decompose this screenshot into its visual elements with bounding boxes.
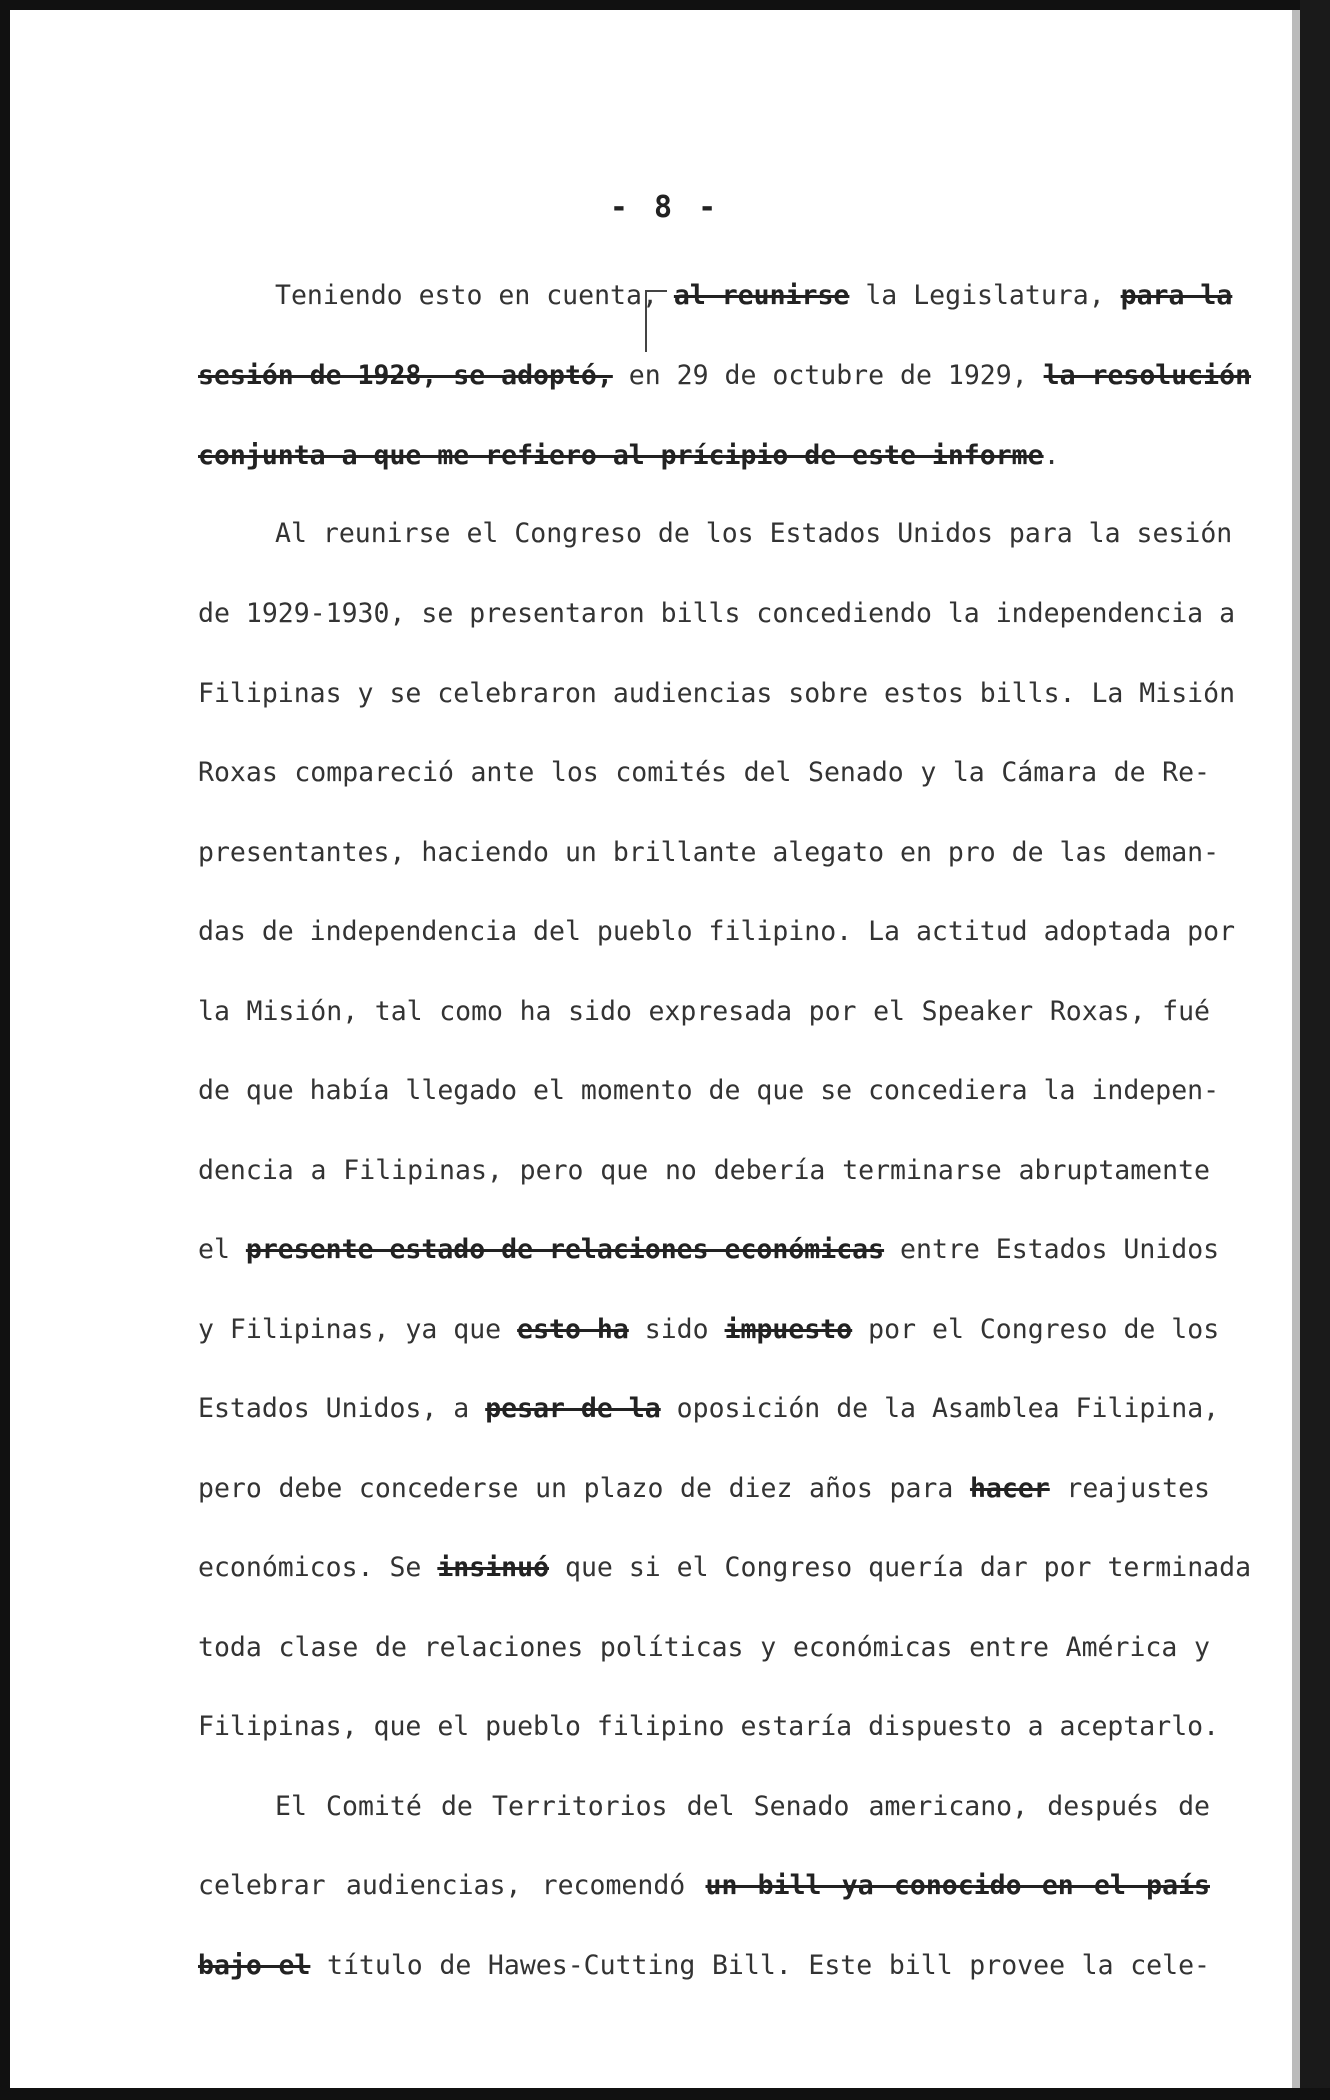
text-line-3: conjunta a que me refiero al prícipio de este informe. — [198, 440, 1060, 471]
scan-frame-left — [0, 0, 10, 2100]
text-line-16: pero debe concederse un plazo de diez años para hacer reajustes — [198, 1473, 1210, 1504]
text-line-17: económicos. Se insinuó que si el Congreso quería dar por terminada — [198, 1552, 1252, 1583]
scan-frame-bottom — [0, 2088, 1330, 2100]
text-line-19: Filipinas, que el pueblo filipino estaría dispuesto a aceptarlo. — [198, 1711, 1220, 1742]
text-line-9: das de independencia del pueblo filipino. La actitud adoptada por — [198, 916, 1236, 947]
text-line-21: celebrar audiencias, recomendó un bill ya conocido en el país — [198, 1870, 1210, 1901]
text-line-12: dencia a Filipinas, pero que no debería terminarse abruptamente — [198, 1155, 1210, 1186]
text-line-10: la Misión, tal como ha sido expresada por el Speaker Roxas, fué — [198, 996, 1210, 1027]
text-line-13: el presente estado de relaciones económicas entre Estados Unidos — [198, 1234, 1220, 1265]
text-line-7: Roxas compareció ante los comités del Senado y la Cámara de Re- — [198, 757, 1210, 788]
scan-frame-right-edge — [1292, 10, 1300, 2088]
text-line-6: Filipinas y se celebraron audiencias sobre estos bills. La Misión — [198, 678, 1236, 709]
scan-frame-top — [0, 0, 1330, 10]
text-line-5: de 1929-1930, se presentaron bills concediendo la independencia a — [198, 598, 1236, 629]
text-line-14: y Filipinas, ya que esto ha sido impuesto por el Congreso de los — [198, 1314, 1220, 1345]
text-line-18: toda clase de relaciones políticas y económicas entre América y — [198, 1632, 1210, 1663]
page-number: - 8 - — [609, 190, 721, 225]
text-line-4: Al reunirse el Congreso de los Estados Unidos para la sesión — [275, 518, 1233, 549]
text-line-8: presentantes, haciendo un brillante alegato en pro de las deman- — [198, 837, 1220, 868]
text-line-20: El Comité de Territorios del Senado americano, después de — [275, 1791, 1210, 1822]
text-line-15: Estados Unidos, a pesar de la oposición de la Asamblea Filipina, — [198, 1393, 1220, 1424]
text-line-22: bajo el título de Hawes-Cutting Bill. Este bill provee la cele- — [198, 1950, 1210, 1981]
scan-frame-right — [1300, 0, 1330, 2100]
text-line-11: de que había llegado el momento de que se concediera la indepen- — [198, 1075, 1220, 1106]
text-line-1: Teniendo esto en cuenta, al reunirse la Legislatura, para la — [275, 280, 1233, 311]
text-line-2: sesión de 1928, se adoptó, en 29 de octubre de 1929, la resolución — [198, 360, 1252, 391]
